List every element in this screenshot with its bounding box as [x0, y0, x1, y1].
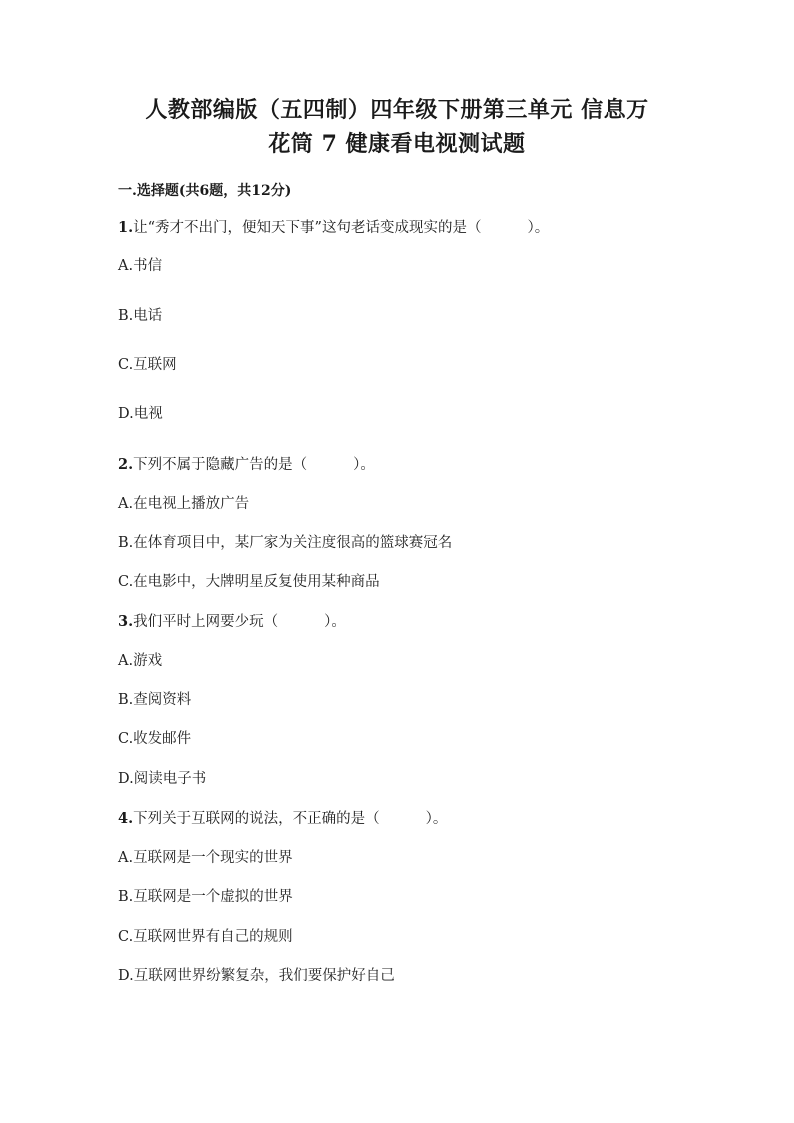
option-4c: C.互联网世界有自己的规则	[118, 929, 293, 945]
question-4	[118, 810, 447, 828]
option-1b: B.电话	[118, 308, 163, 324]
question-1	[118, 219, 549, 237]
question-text-end: ）。	[527, 220, 550, 236]
question-text-end: ）。	[324, 614, 346, 630]
question-text: 我们平时上网要少玩（	[133, 614, 279, 630]
option-3b: B.查阅资料	[118, 692, 192, 708]
question-3	[118, 613, 346, 631]
option-4b: B.互联网是一个虚拟的世界	[118, 889, 293, 905]
question-number: 3.	[118, 613, 134, 630]
question-number: 1.	[118, 219, 134, 236]
option-4d: D.互联网世界纷繁复杂，我们要保护好自己	[118, 968, 395, 984]
question-text: 下列不属于隐藏广告的是（	[133, 457, 308, 473]
question-text: 让“秀才不出门，便知天下事”这句老话变成现实的是（	[133, 220, 482, 236]
page-title-line-2: 花筒 7 健康看电视测试题	[268, 131, 526, 157]
page-title-line-1: 人教部编版（五四制）四年级下册第三单元 信息万	[145, 97, 649, 123]
option-2c: C.在电影中，大牌明星反复使用某种商品	[118, 574, 380, 590]
question-text-end: ）。	[353, 457, 375, 473]
section-heading: 一.选择题(共6题，共12分)	[118, 183, 292, 199]
question-text: 下列关于互联网的说法，不正确的是（	[133, 811, 380, 827]
option-1c: C.互联网	[118, 357, 177, 373]
question-number: 4.	[118, 810, 134, 827]
question-number: 2.	[118, 456, 134, 473]
option-3c: C.收发邮件	[118, 731, 192, 747]
question-text-end: ）。	[425, 811, 448, 827]
option-2b: B.在体育项目中，某厂家为关注度很高的篮球赛冠名	[118, 535, 453, 551]
option-1d: D.电视	[118, 406, 163, 422]
option-4a: A.互联网是一个现实的世界	[118, 850, 293, 866]
option-3d: D.阅读电子书	[118, 771, 207, 787]
option-1a: A.书信	[118, 258, 163, 274]
option-3a: A.游戏	[118, 653, 163, 669]
question-2	[118, 456, 375, 474]
option-2a: A.在电视上播放广告	[118, 496, 250, 512]
